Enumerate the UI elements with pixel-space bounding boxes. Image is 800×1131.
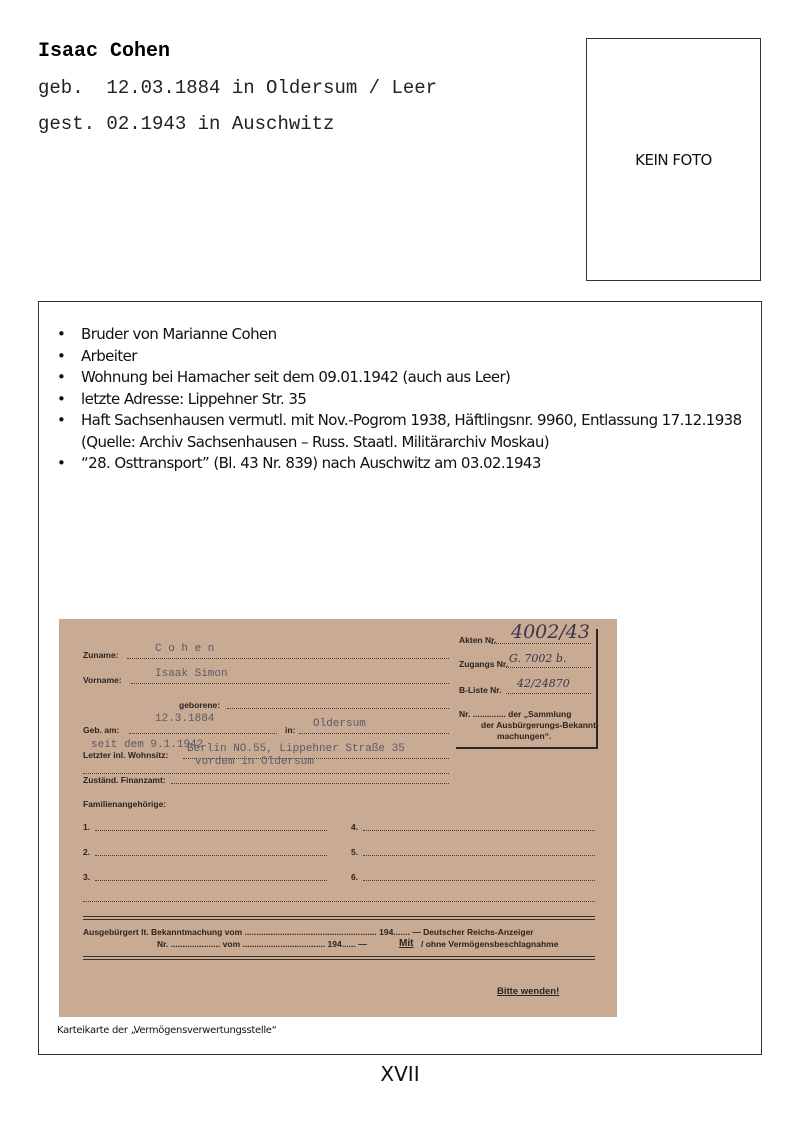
card-value-wohnsitz: Berlin NO.55, Lippehner Straße 35	[187, 743, 405, 755]
card-value-zugangs: G. 7002 b.	[509, 652, 567, 665]
card-dotline	[363, 855, 595, 856]
card-dotline	[506, 693, 591, 694]
card-label-ohne: / ohne Vermögensbeschlagnahme	[421, 939, 559, 949]
card-label-geborene: geborene:	[179, 700, 221, 710]
card-family-4: 4.	[351, 822, 359, 832]
card-dotline	[491, 643, 591, 644]
fact-item: • Wohnung bei Hamacher seit dem 09.01.1942 (auch aus Leer)	[57, 367, 742, 389]
fact-text: Haft Sachsenhausen vermutl. mit Nov.-Pogrom 1938, Häftlingsnr. 9960, Entlassung 17.12.1938	[81, 411, 742, 429]
card-value-akten: 4002/43	[511, 621, 590, 643]
page-number: XVII	[380, 1062, 420, 1086]
card-value-zuname: C o h e n	[155, 643, 215, 655]
card-rule	[83, 956, 595, 957]
fact-item	[57, 410, 742, 453]
card-label-zugangs: Zugangs Nr.	[459, 659, 509, 669]
card-label-vorname: Vorname:	[83, 675, 122, 685]
card-value-vorname: Isaak Simon	[155, 668, 228, 680]
fact-item: • letzte Adresse: Lippehner Str. 35	[57, 389, 742, 411]
card-rule	[83, 919, 595, 920]
card-value-geb-am: 12.3.1884	[155, 713, 215, 725]
card-dotline	[299, 733, 449, 734]
card-dotline	[83, 901, 595, 902]
card-label-wohnsitz: Letzter inl. Wohnsitz:	[83, 750, 169, 760]
fact-item: • “28. Osttransport” (Bl. 43 Nr. 839) nach Auschwitz am 03.02.1943	[57, 453, 742, 475]
card-dotline	[171, 783, 449, 784]
card-dotline	[95, 880, 327, 881]
card-dotline	[363, 880, 595, 881]
card-label-zuname: Zuname:	[83, 650, 119, 660]
card-rule	[83, 959, 595, 960]
header-birth: geb. 12.03.1884 in Oldersum / Leer	[38, 77, 438, 99]
image-caption: Karteikarte der „Vermögensverwertungsstelle“	[57, 1025, 277, 1036]
card-label-ausbuergerung: der Ausbürgerungs-Bekannt-	[481, 720, 599, 730]
card-label-akten: Akten Nr.	[459, 635, 497, 645]
index-card-image	[59, 619, 617, 1017]
card-rule	[83, 916, 595, 917]
fact-item: • Bruder von Marianne Cohen	[57, 324, 742, 346]
card-label-finanzamt: Zuständ. Finanzamt:	[83, 775, 166, 785]
card-label-geb-am: Geb. am:	[83, 725, 120, 735]
facts-list	[57, 324, 742, 475]
card-label-nr-der: Nr. .............. der „Sammlung	[459, 709, 572, 719]
card-family-1: 1.	[83, 822, 91, 832]
card-value-bliste: 42/24870	[517, 677, 570, 690]
card-dotline	[83, 773, 449, 774]
card-dotline	[95, 830, 327, 831]
card-dotline	[127, 658, 449, 659]
fact-item: • Arbeiter	[57, 346, 742, 368]
card-dotline	[363, 830, 595, 831]
card-family-5: 5.	[351, 847, 359, 857]
card-label-ausgebuergert: Ausgebürgert lt. Bekanntmachung vom ........................................................ 194....... — Deutscher Reichs-Anzeiger	[83, 927, 534, 937]
card-family-2: 2.	[83, 847, 91, 857]
biography-panel	[38, 301, 762, 1055]
photo-label: KEIN FOTO	[635, 150, 712, 169]
card-dotline	[131, 683, 449, 684]
card-label-bekanntmachungen: machungen“.	[497, 731, 552, 741]
card-dotline	[227, 708, 449, 709]
card-value-seit: seit dem 9.1.1942	[91, 739, 204, 751]
card-label-mit: Mit	[399, 938, 414, 949]
card-dotline	[506, 667, 591, 668]
header-name: Isaac Cohen	[38, 40, 171, 63]
header-death: gest. 02.1943 in Auschwitz	[38, 113, 335, 135]
card-label-in: in:	[285, 725, 296, 735]
card-dotline	[95, 855, 327, 856]
card-family-6: 6.	[351, 872, 359, 882]
card-label-bliste: B-Liste Nr.	[459, 685, 502, 695]
card-label-nr-vom: Nr. ..................... vom ................................... 194...... —	[157, 939, 367, 949]
card-label-bitte-wenden: Bitte wenden!	[497, 986, 560, 997]
fact-source: (Quelle: Archiv Sachsenhausen – Russ. Staatl. Militärarchiv Moskau)	[81, 432, 550, 451]
card-value-vordem: vordem in Oldersum	[195, 756, 314, 768]
card-dotline	[129, 733, 277, 734]
card-family-3: 3.	[83, 872, 91, 882]
photo-placeholder	[586, 38, 761, 281]
card-label-familie: Familienangehörige:	[83, 799, 167, 809]
card-value-geb-ort: Oldersum	[313, 718, 366, 730]
